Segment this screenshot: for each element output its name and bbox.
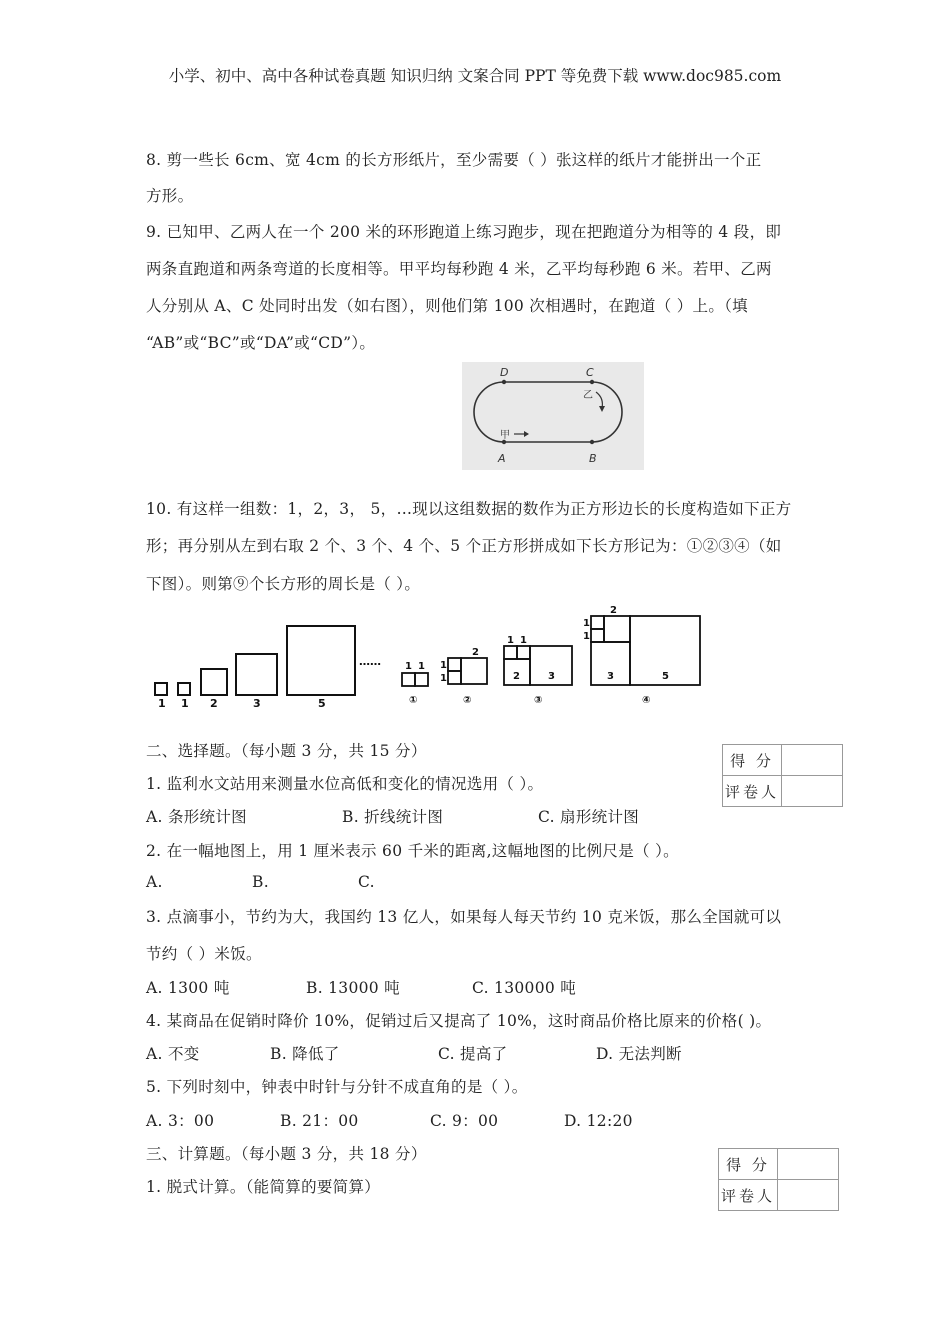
track-figure (462, 362, 644, 470)
q8-line-1: 8. 剪一些长 6cm、宽 4cm 的长方形纸片，至少需要（ ）张这样的纸片才能拼出一个正 (146, 151, 762, 169)
rect-label-2: ② (463, 695, 472, 706)
s2-q4-stem: 4. 某商品在促销时降价 10%，促销过后又提高了 10%，这时商品价格比原来的价格( )。 (146, 1012, 772, 1030)
r3-label-1b: 1 (520, 635, 527, 646)
label-jia: 甲 (500, 430, 510, 441)
s2-q2-options (146, 873, 375, 891)
s2-q2-option-b[interactable]: B. (252, 873, 269, 891)
q10-line-1: 10. 有这样一组数：1，2，3， 5，…现以这组数据的数作为正方形边长的长度构造如下正方 (146, 500, 792, 518)
s2-q4-options (146, 1042, 682, 1064)
track-diagram (462, 362, 644, 470)
s2-q3-stem: 3. 点滴事小，节约为大，我国约 13 亿人，如果每人每天节约 10 克米饭，那么全国就可以 (146, 908, 782, 926)
r2-label-2: 2 (472, 647, 479, 658)
s2-q2-option-a[interactable]: A. (146, 873, 163, 891)
score-cell[interactable] (782, 745, 843, 776)
q9-line-2: 两条直跑道和两条弯道的长度相等。甲平均每秒跑 4 米，乙平均每秒跑 6 米。若甲、乙两 (146, 260, 772, 278)
s2-q4-option-a[interactable]: A. 不变 (146, 1045, 200, 1063)
s2-q3-stem-2: 节约（ ）米饭。 (146, 945, 262, 963)
square-5 (287, 626, 355, 695)
s2-q1-options (146, 805, 639, 827)
r3-label-1a: 1 (507, 635, 514, 646)
s2-q5-option-c[interactable]: C. 9：00 (430, 1112, 499, 1130)
rect-label-1: ① (409, 695, 418, 706)
square-3 (236, 654, 277, 695)
s2-q1-stem: 1. 监利水文站用来测量水位高低和变化的情况选用（ ）。 (146, 775, 544, 793)
point-b (590, 440, 594, 444)
q10-line-3: 下图）。则第⑨个长方形的周长是（ ）。 (146, 575, 421, 593)
square-2 (201, 669, 227, 695)
squares-figure (146, 603, 726, 711)
square-label-1b: 1 (181, 697, 189, 710)
yi-arrowhead (599, 406, 605, 412)
s2-q5-options (146, 1109, 633, 1131)
page-header: 小学、初中、高中各种试卷真题 知识归纳 文案合同 PPT 等免费下载 www.doc985.com (168, 67, 782, 85)
s2-q5-option-a[interactable]: A. 3：00 (146, 1112, 215, 1130)
jia-arrowhead (524, 431, 529, 437)
r2-label-1a: 1 (440, 660, 447, 671)
section2-score-box (722, 744, 843, 807)
point-c (590, 380, 594, 384)
r3-label-2: 2 (513, 671, 520, 682)
point-d (502, 380, 506, 384)
score-cell[interactable] (778, 1149, 839, 1180)
q9-line-3: 人分别从 A、C 处同时出发（如右图），则他们第 100 次相遇时，在跑道（ ）上。（填 (146, 297, 748, 315)
grader-label: 评卷人 (723, 776, 782, 807)
r3-label-3: 3 (548, 671, 555, 682)
rect-label-3: ③ (534, 695, 543, 706)
grader-cell[interactable] (782, 776, 843, 807)
s2-q3-options (146, 976, 576, 998)
label-yi: 乙 (583, 390, 593, 401)
score-label: 得 分 (723, 745, 782, 776)
grader-cell[interactable] (778, 1180, 839, 1211)
s2-q3-option-b[interactable]: B. 13000 吨 (306, 979, 400, 997)
rect-label-4: ④ (642, 695, 651, 706)
s2-q1-option-a[interactable]: A. 条形统计图 (146, 808, 247, 826)
ellipsis: …… (359, 655, 381, 668)
s2-q1-option-c[interactable]: C. 扇形统计图 (538, 808, 640, 826)
q10-line-2: 形；再分别从左到右取 2 个、3 个、4 个、5 个正方形拼成如下长方形记为：①②③④（如 (146, 537, 782, 555)
s2-q3-option-c[interactable]: C. 130000 吨 (472, 979, 577, 997)
r4-label-2: 2 (610, 605, 617, 616)
label-b: B (589, 452, 597, 465)
s2-q4-option-d[interactable]: D. 无法判断 (596, 1045, 682, 1063)
label-a: A (498, 452, 506, 465)
square-label-2: 2 (210, 697, 218, 710)
section2-title: 二、选择题。（每小题 3 分，共 15 分） (146, 742, 427, 760)
r1-label-a: 1 (405, 661, 412, 672)
r1-label-b: 1 (418, 661, 425, 672)
s2-q2-stem: 2. 在一幅地图上，用 1 厘米表示 60 千米的距离,这幅地图的比例尺是（ ）。 (146, 842, 679, 860)
r4-label-5: 5 (662, 671, 669, 682)
q9-line-1: 9. 已知甲、乙两人在一个 200 米的环形跑道上练习跑步，现在把跑道分为相等的 4 段，即 (146, 223, 782, 241)
s2-q5-stem: 5. 下列时刻中，钟表中时针与分针不成直角的是（ ）。 (146, 1078, 528, 1096)
s2-q5-option-b[interactable]: B. 21：00 (280, 1112, 359, 1130)
label-c: C (586, 366, 594, 379)
s2-q5-option-d[interactable]: D. 12:20 (564, 1112, 633, 1130)
s2-q3-option-a[interactable]: A. 1300 吨 (146, 979, 230, 997)
s2-q4-option-c[interactable]: C. 提高了 (438, 1045, 508, 1063)
r2-label-1b: 1 (440, 673, 447, 684)
r4-label-1a: 1 (583, 618, 590, 629)
r4-label-1b: 1 (583, 631, 590, 642)
q9-line-4: “AB”或“BC”或“DA”或“CD”）。 (146, 334, 376, 352)
s2-q4-option-b[interactable]: B. 降低了 (270, 1045, 340, 1063)
grader-label: 评卷人 (719, 1180, 778, 1211)
s2-q2-option-c[interactable]: C. (358, 873, 375, 891)
s2-q1-option-b[interactable]: B. 折线统计图 (342, 808, 444, 826)
label-d: D (500, 366, 509, 379)
square-label-5: 5 (318, 697, 326, 710)
q8-line-2: 方形。 (146, 187, 194, 205)
square-1b (178, 683, 190, 695)
section3-score-box (718, 1148, 839, 1211)
r4-label-3: 3 (607, 671, 614, 682)
yi-arrow (596, 392, 602, 408)
section3-title: 三、计算题。（每小题 3 分，共 18 分） (146, 1145, 427, 1163)
square-label-1a: 1 (158, 697, 166, 710)
square-1a (155, 683, 167, 695)
square-label-3: 3 (253, 697, 261, 710)
track-outline (474, 382, 622, 442)
s3-q1-stem: 1. 脱式计算。（能简算的要简算） (146, 1178, 381, 1196)
score-label: 得 分 (719, 1149, 778, 1180)
